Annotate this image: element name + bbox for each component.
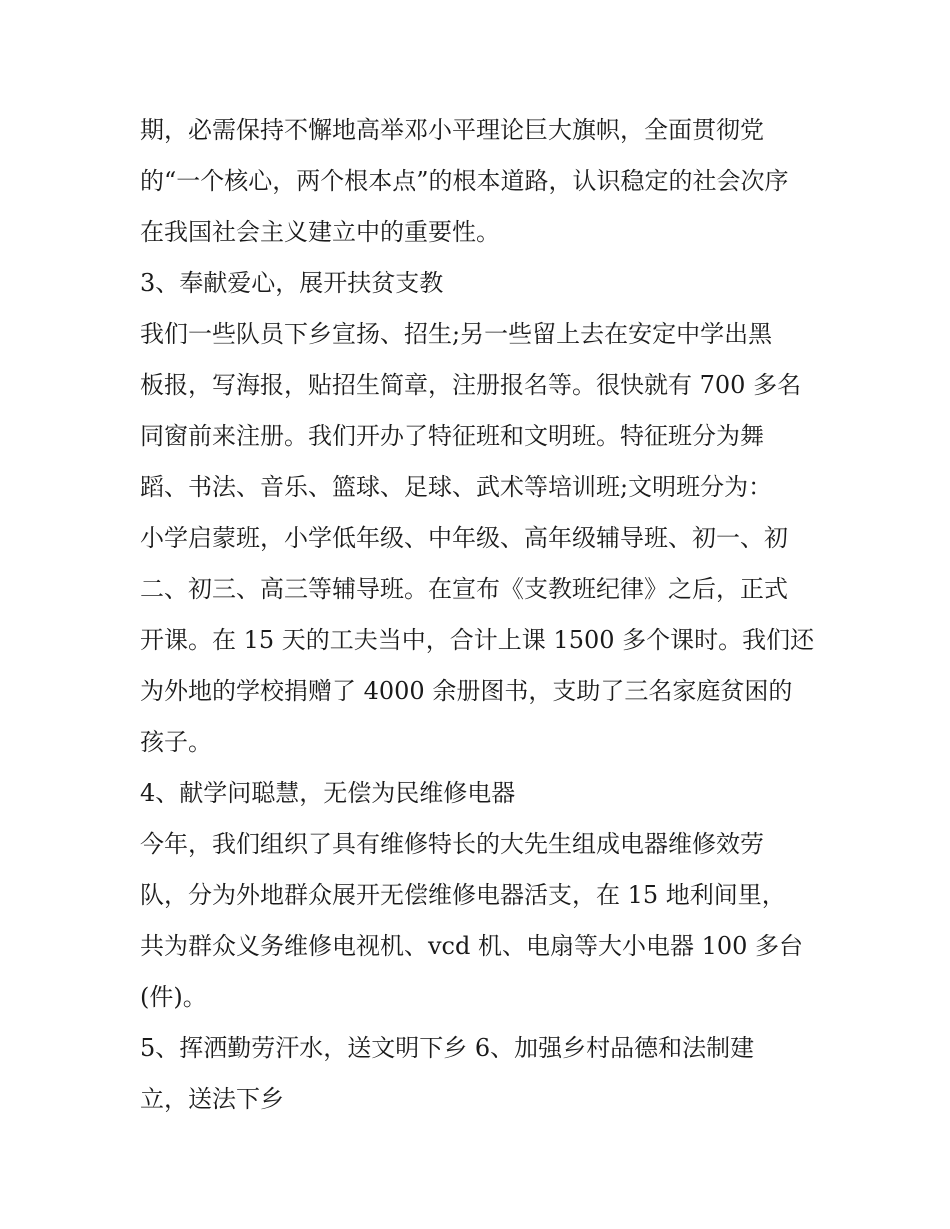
text-line: 板报，写海报，贴招生简章，注册报名等。很快就有 700 多名 (140, 371, 802, 399)
text-line: 孩子。 (140, 728, 212, 756)
section-heading-4: 4、献学问聪慧，无偿为民维修电器 (140, 779, 516, 807)
section-heading-5-6: 5、挥洒勤劳汗水，送文明下乡 6、加强乡村品德和法制建 (140, 1034, 755, 1062)
text-line: 共为群众义务维修电视机、vcd 机、电扇等大小电器 100 多台 (140, 932, 804, 960)
section-heading-3: 3、奉献爱心，展开扶贫支教 (140, 269, 444, 297)
text-line: 开课。在 15 天的工夫当中，合计上课 1500 多个课时。我们还 (140, 626, 815, 654)
text-line: 二、初三、高三等辅导班。在宣布《支教班纪律》之后，正式 (140, 575, 788, 603)
text-line: 同窗前来注册。我们开办了特征班和文明班。特征班分为舞 (140, 422, 764, 450)
text-line: 我们一些队员下乡宣扬、招生;另一些留上去在安定中学出黑 (140, 320, 773, 348)
text-line: 在我国社会主义建立中的重要性。 (140, 218, 500, 246)
text-line: 为外地的学校捐赠了 4000 余册图书，支助了三名家庭贫困的 (140, 677, 793, 705)
text-line: 立，送法下乡 (140, 1085, 284, 1113)
text-line: 队，分为外地群众展开无偿维修电器活支，在 15 地利间里， (140, 881, 786, 909)
text-line: 今年，我们组织了具有维修特长的大先生组成电器维修效劳 (140, 830, 764, 858)
text-line: 期，必需保持不懈地高举邓小平理论巨大旗帜，全面贯彻党 (140, 116, 764, 144)
text-line: 小学启蒙班，小学低年级、中年级、高年级辅导班、初一、初 (140, 524, 788, 552)
text-line: 蹈、书法、音乐、篮球、足球、武术等培训班;文明班分为： (140, 473, 773, 501)
body-text (140, 105, 820, 1125)
text-line: (件)。 (140, 983, 207, 1011)
text-line: 的“一个核心，两个根本点”的根本道路，认识稳定的社会次序 (140, 167, 789, 195)
